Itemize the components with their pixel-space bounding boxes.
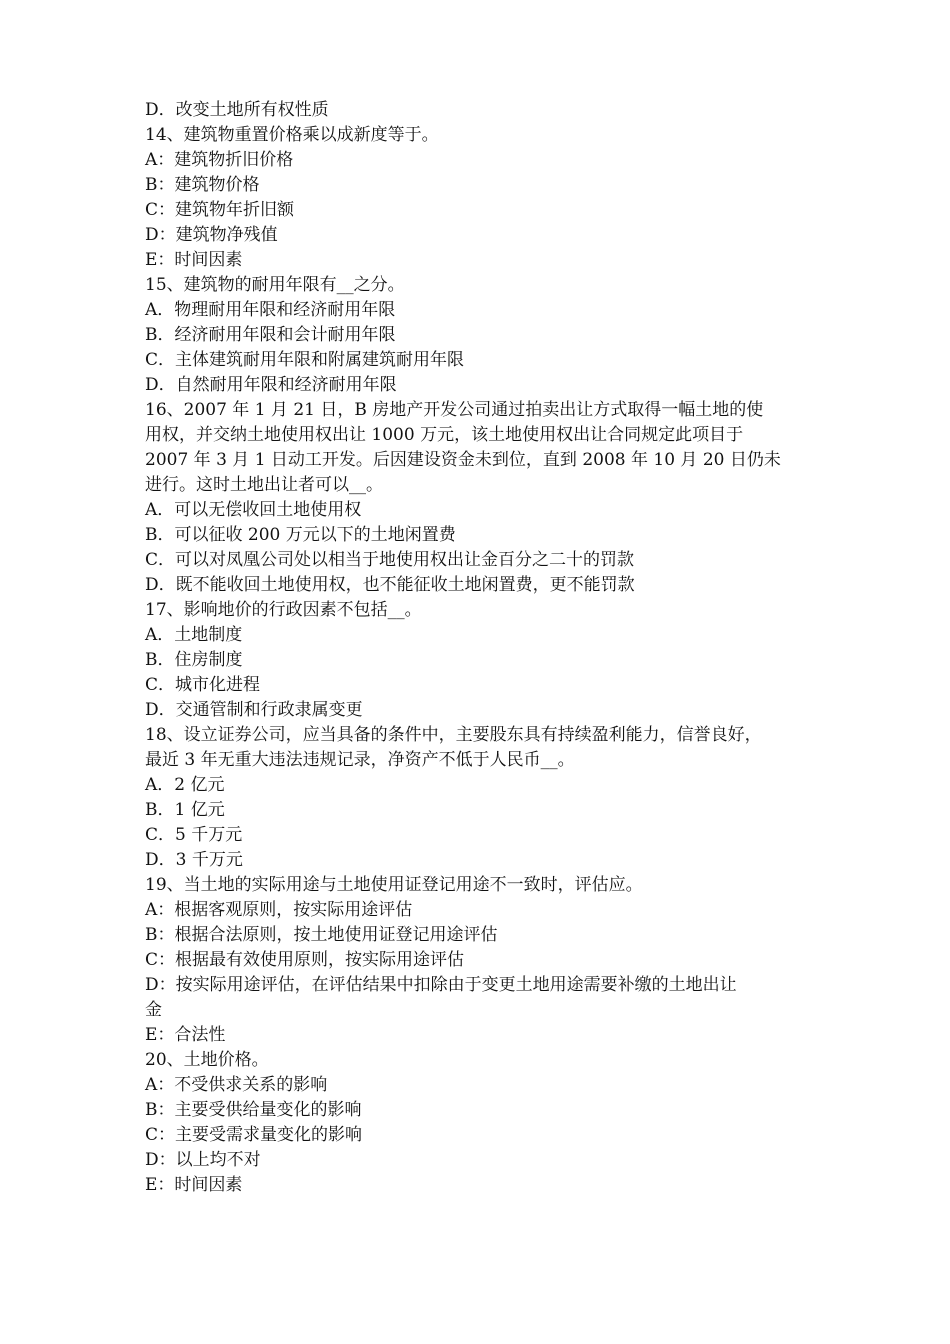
question-19: 19、当土地的实际用途与土地使用证登记用途不一致时，评估应。: [145, 875, 643, 895]
option-line: D．3 千万元: [145, 850, 243, 870]
option-line: B：主要受供给量变化的影响: [145, 1100, 362, 1120]
option-line: B．可以征收 200 万元以下的土地闲置费: [145, 525, 456, 545]
option-line: C．5 千万元: [145, 825, 243, 845]
question-20: 20、土地价格。: [145, 1050, 269, 1070]
option-line: D．自然耐用年限和经济耐用年限: [145, 375, 397, 395]
question-14: 14、建筑物重置价格乘以成新度等于。: [145, 125, 439, 145]
option-line: D．交通管制和行政隶属变更: [145, 700, 363, 720]
option-line: A：不受供求关系的影响: [145, 1075, 328, 1095]
question-16-cont: 2007 年 3 月 1 日动工开发。后因建设资金未到位，直到 2008 年 10 月 20 日仍未: [145, 450, 781, 470]
question-15: 15、建筑物的耐用年限有__之分。: [145, 275, 405, 295]
option-line: A：建筑物折旧价格: [145, 150, 294, 170]
document-body: [145, 98, 813, 1198]
option-line: B．经济耐用年限和会计耐用年限: [145, 325, 396, 345]
question-16-cont: 用权，并交纳土地使用权出让 1000 万元，该土地使用权出让合同规定此项目于: [145, 425, 744, 445]
question-18: 18、设立证券公司，应当具备的条件中，主要股东具有持续盈利能力，信誉良好，: [145, 725, 762, 745]
option-line: B：根据合法原则，按土地使用证登记用途评估: [145, 925, 498, 945]
option-line: B：建筑物价格: [145, 175, 260, 195]
option-line: D：建筑物净残值: [145, 225, 278, 245]
option-line: A．2 亿元: [145, 775, 225, 795]
option-line: A．物理耐用年限和经济耐用年限: [145, 300, 396, 320]
option-line: C．城市化进程: [145, 675, 261, 695]
option-line: A．土地制度: [145, 625, 243, 645]
option-line: C．可以对凤凰公司处以相当于地使用权出让金百分之二十的罚款: [145, 550, 635, 570]
option-line: B．住房制度: [145, 650, 243, 670]
question-18-cont: 最近 3 年无重大违法违规记录，净资产不低于人民币__。: [145, 750, 575, 770]
option-line: E：合法性: [145, 1025, 226, 1045]
option-line: C：建筑物年折旧额: [145, 200, 295, 220]
option-line: A：根据客观原则，按实际用途评估: [145, 900, 413, 920]
option-line: A．可以无偿收回土地使用权: [145, 500, 362, 520]
option-line: C：根据最有效使用原则，按实际用途评估: [145, 950, 465, 970]
option-line: E：时间因素: [145, 1175, 243, 1195]
option-line: C：主要受需求量变化的影响: [145, 1125, 363, 1145]
option-line: E：时间因素: [145, 250, 243, 270]
option-line: D：以上均不对: [145, 1150, 261, 1170]
option-line-cont: 金: [145, 1000, 162, 1020]
question-16-cont: 进行。这时土地出让者可以__。: [145, 475, 383, 495]
question-16: 16、2007 年 1 月 21 日，B 房地产开发公司通过拍卖出让方式取得一幅土地的使: [145, 400, 764, 420]
question-17: 17、影响地价的行政因素不包括__。: [145, 600, 422, 620]
option-line: C．主体建筑耐用年限和附属建筑耐用年限: [145, 350, 465, 370]
option-line: D．改变土地所有权性质: [145, 100, 329, 120]
option-line: D．既不能收回土地使用权，也不能征收土地闲置费，更不能罚款: [145, 575, 635, 595]
option-line: D：按实际用途评估，在评估结果中扣除由于变更土地用途需要补缴的土地出让: [145, 975, 737, 995]
option-line: B．1 亿元: [145, 800, 225, 820]
